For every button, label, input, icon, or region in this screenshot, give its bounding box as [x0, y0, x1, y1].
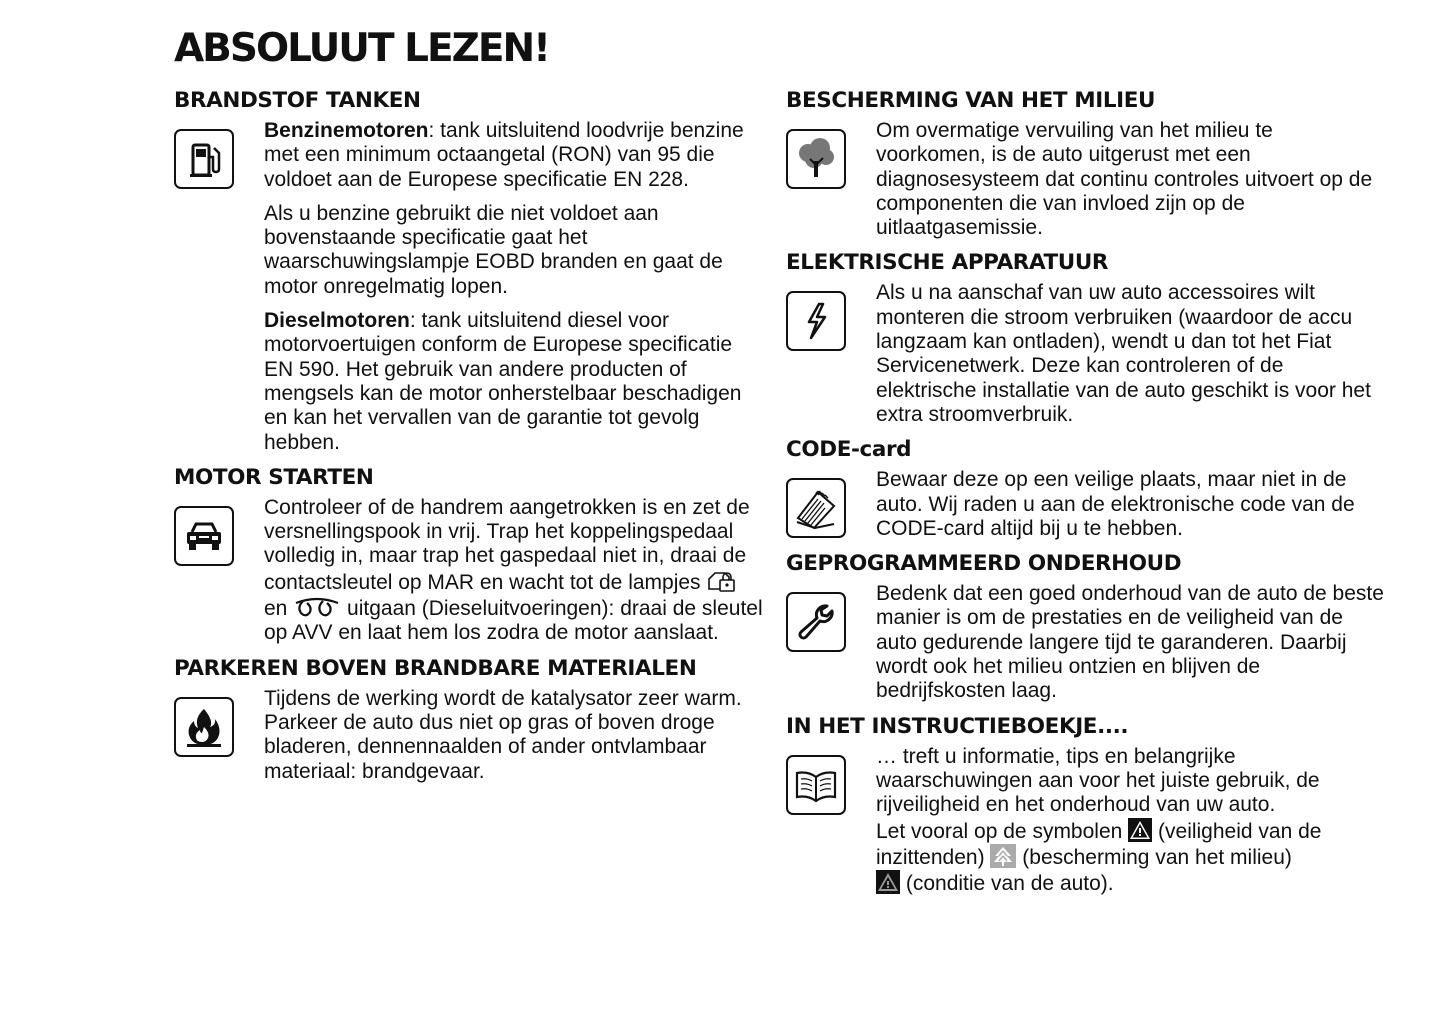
environment-heading: BESCHERMING VAN HET MILIEU [786, 88, 1156, 113]
manual-text-a: … treft u informatie, tips en belangrijke waarschuwingen aan voor het juiste gebruik, de rijveiligheid en het onderhoud van uw auto. [876, 744, 1320, 817]
car-front-icon [174, 506, 234, 566]
right-column [786, 88, 1386, 906]
left-column [174, 88, 764, 794]
open-book-icon [786, 755, 846, 815]
fuel-heading: BRANDSTOF TANKEN [174, 88, 421, 113]
code-card-icon [786, 478, 846, 538]
environment-section [786, 119, 1386, 240]
start-section [174, 496, 764, 646]
immobilizer-lamp-icon [706, 569, 740, 593]
start-heading: MOTOR STARTEN [174, 464, 374, 490]
environment-paragraph: Om overmatige vervuiling van het milieu te voorkomen, is de auto uitgerust met een diagnosesysteem dat continu controles uitvoert op de componenten die van invloed zijn op de uitlaatgasemissie. [876, 119, 1373, 240]
page-title: ABSOLUUT LEZEN! [174, 26, 549, 71]
fuel-diesel-paragraph [264, 309, 764, 455]
start-paragraph [264, 496, 764, 646]
parking-paragraph: Tijdens de werking wordt de katalysator zeer warm. Parkeer de auto dus niet op gras of boven droge bladeren, dennennaalden of ander ontvlambaar materiaal: brandgevaar. [264, 686, 742, 783]
electrical-paragraph: Als u na aanschaf van uw auto accessoires wilt monteren die stroom verbruiken (waardoor de accu langzaam kan ontladen), wendt u dan tot het Fiat Servicenetwerk. Deze kan controleren of de elektrische installatie van de auto geschikt is voor het extra stroomverbruik. [876, 281, 1371, 426]
codecard-section [786, 468, 1386, 541]
wrench-icon [786, 592, 846, 652]
flame-icon [174, 697, 234, 757]
codecard-paragraph: Bewaar deze op een veilige plaats, maar niet in de auto. Wij raden u aan de elektronische code van de CODE-card altijd bij u te hebben. [876, 468, 1355, 540]
manual-heading: IN HET INSTRUCTIEBOEKJE.... [786, 713, 1129, 739]
maintenance-heading: GEPROGRAMMEERD ONDERHOUD [786, 551, 1182, 577]
start-text-c: uitgaan (Dieseluitvoeringen): draai de sleutel op AVV en laat hem los zodra de motor aanslaat. [264, 597, 763, 645]
lightning-icon [786, 291, 846, 351]
manual-paragraph [876, 745, 1386, 897]
parking-section [174, 687, 764, 784]
start-text-b: en [264, 597, 288, 621]
codecard-heading: CODE-card [786, 437, 912, 463]
fuel-petrol-paragraph [264, 119, 764, 192]
manual-section [786, 745, 1386, 897]
fuel-pump-icon [174, 129, 234, 189]
fuel-section [174, 119, 764, 455]
electrical-section [786, 281, 1386, 427]
electrical-heading: ELEKTRISCHE APPARATUUR [786, 250, 1109, 276]
warning-vehicle-icon [876, 870, 900, 894]
manual-text-d: (bescherming van het milieu) [1022, 845, 1292, 869]
parking-heading: PARKEREN BOVEN BRANDBARE MATERIALEN [174, 655, 697, 681]
fuel-petrol-text: : tank uitsluitend loodvrije benzine met een minimum octaangetal (RON) van 95 die voldoet aan de Europese specificatie EN 228. [264, 119, 744, 191]
start-text-a: Controleer of de handrem aangetrokken is en zet de versnellingspook in vrij. Trap het koppelingspedaal volledig in, maar trap het gaspedaal niet in, draai de contactsleutel op MAR en wacht tot de lampjes [264, 495, 750, 594]
tree-icon [786, 129, 846, 189]
manual-text-c: (veiligheid van de inzittenden) [876, 819, 1322, 869]
manual-text-e: (conditie van de auto). [905, 872, 1114, 896]
manual-text-b: Let vooral op de symbolen [876, 819, 1123, 843]
maintenance-paragraph: Bedenk dat een goed onderhoud van de auto de beste manier is om de prestaties en de veiligheid van de auto gedurende langere tijd te garanderen. Daarbij wordt ook het milieu ontzien en blijven de bedrijfskosten laag. [876, 582, 1384, 703]
maintenance-section [786, 582, 1386, 703]
warning-safety-icon [1128, 818, 1152, 842]
fuel-warning-paragraph: Als u benzine gebruikt die niet voldoet aan bovenstaande specificatie gaat het waarschuwingslampje EOBD branden en gaat de motor onregelmatig lopen. [264, 201, 723, 298]
fuel-diesel-label: Dieselmotoren [264, 309, 410, 333]
environment-symbol-icon [990, 844, 1016, 868]
fuel-diesel-text: : tank uitsluitend diesel voor motorvoertuigen conform de Europese specificatie EN 590. Het gebruik van andere producten of mengsels kan de motor onherstelbaar beschadigen en kan het vervallen van de garantie tot gevolg hebben. [264, 309, 742, 454]
glow-plug-lamp-icon [293, 595, 341, 619]
fuel-petrol-label: Benzinemotoren [264, 119, 429, 142]
